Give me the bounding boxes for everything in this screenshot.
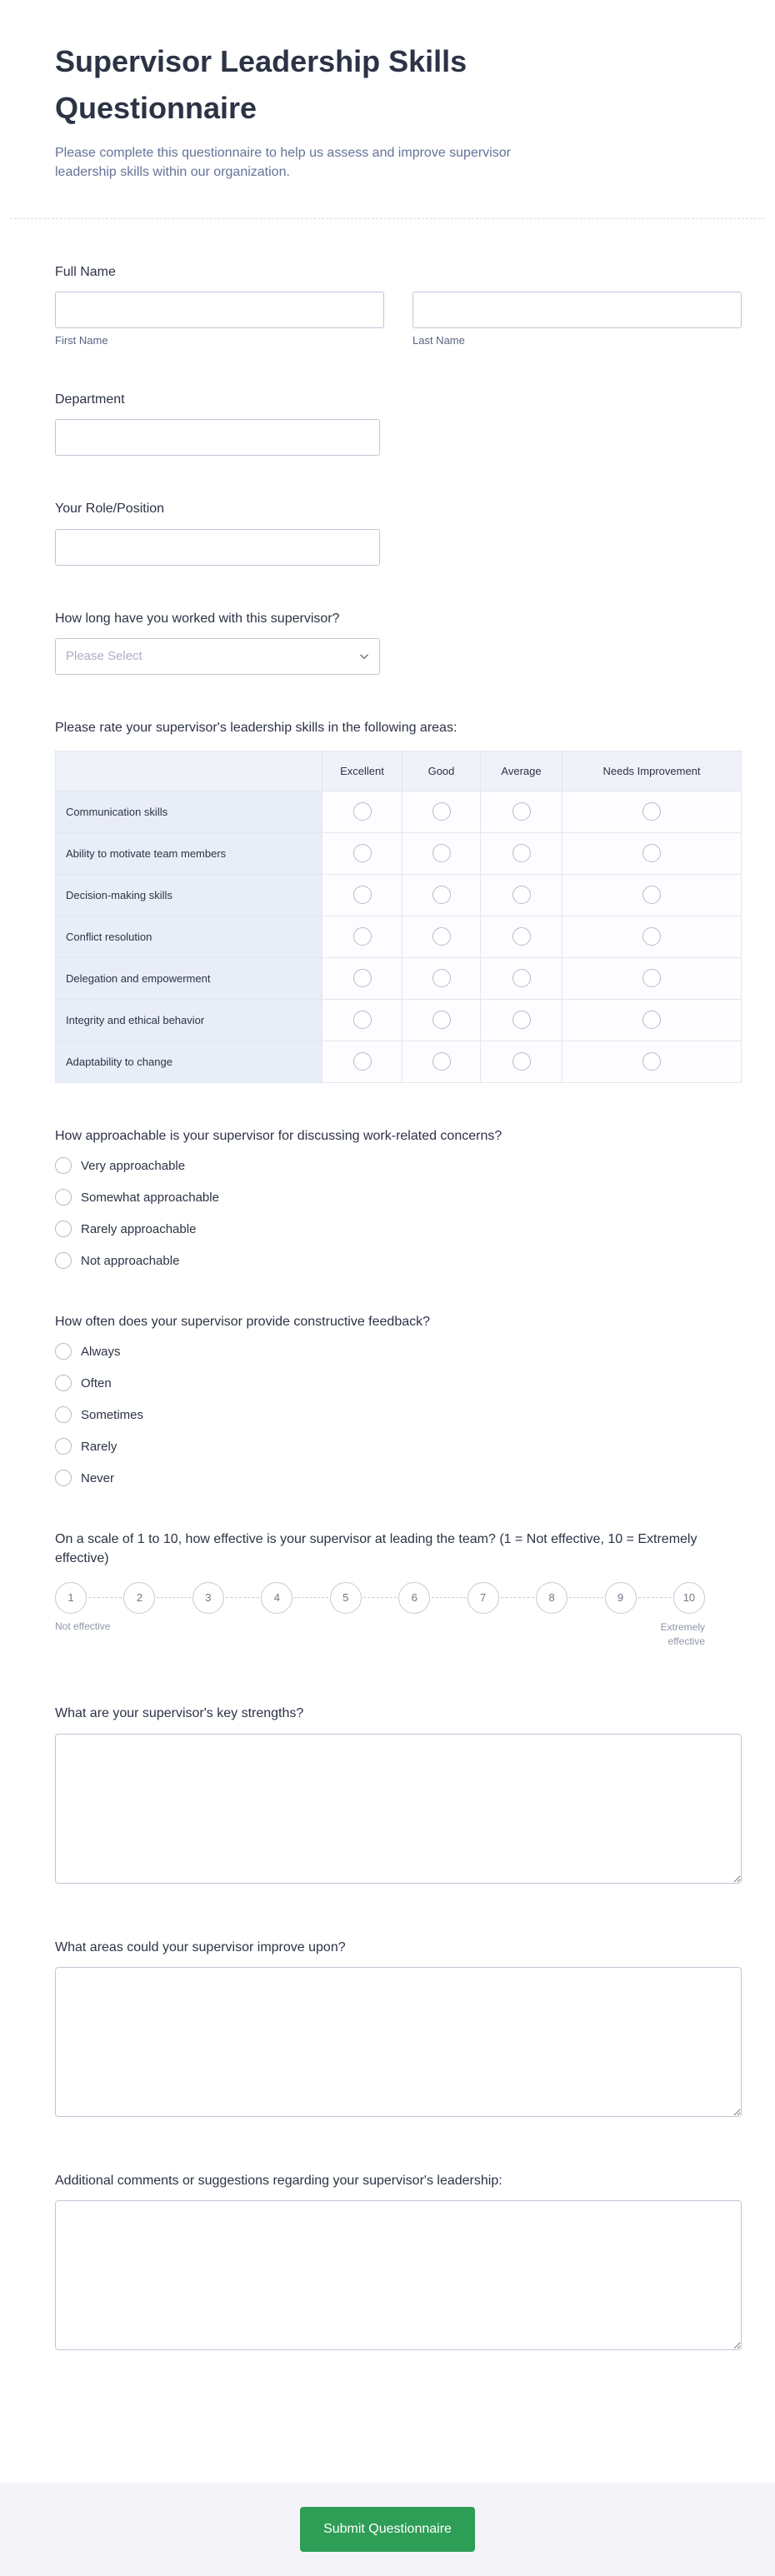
scale-option-7[interactable]: 7 <box>468 1582 499 1614</box>
matrix-radio-button[interactable] <box>353 969 372 987</box>
matrix-cell[interactable] <box>402 1041 481 1082</box>
option-label: Always <box>81 1344 121 1359</box>
matrix-radio-button[interactable] <box>353 844 372 862</box>
matrix-radio-button[interactable] <box>353 1052 372 1071</box>
matrix-radio-button[interactable] <box>432 1052 451 1071</box>
matrix-cell[interactable] <box>402 791 481 832</box>
scale-connector <box>363 1597 397 1598</box>
matrix-radio-button[interactable] <box>353 802 372 821</box>
matrix-header-row <box>56 751 742 791</box>
last-name-group <box>412 292 742 347</box>
matrix-cell[interactable] <box>562 1041 742 1082</box>
form-title: Supervisor Leadership Skills Questionnaire <box>55 44 468 125</box>
matrix-radio-button[interactable] <box>353 927 372 946</box>
matrix-radio-button[interactable] <box>642 1011 661 1029</box>
matrix-row-decision <box>56 874 742 916</box>
radio-button-icon[interactable] <box>55 1343 72 1360</box>
matrix-cell[interactable] <box>481 832 562 874</box>
matrix-corner-cell <box>56 751 322 791</box>
radio-button-icon[interactable] <box>55 1470 72 1486</box>
matrix-cell[interactable] <box>322 791 402 832</box>
matrix-radio-button[interactable] <box>512 1052 531 1071</box>
matrix-cell[interactable] <box>402 999 481 1041</box>
matrix-radio-button[interactable] <box>512 844 531 862</box>
field-full-name <box>55 262 742 347</box>
matrix-label: Please rate your supervisor's leadership skills in the following areas: <box>55 720 458 735</box>
approachable-options <box>55 1157 742 1269</box>
scale-max-label: Extremely effective <box>660 1620 705 1648</box>
matrix-radio-button[interactable] <box>642 886 661 904</box>
matrix-table <box>55 751 742 1083</box>
matrix-cell[interactable] <box>322 916 402 957</box>
role-input[interactable] <box>55 529 380 566</box>
radio-button-icon[interactable] <box>55 1438 72 1455</box>
scale-option-5[interactable]: 5 <box>330 1582 362 1614</box>
scale-option-1[interactable]: 1 <box>55 1582 87 1614</box>
matrix-radio-button[interactable] <box>432 802 451 821</box>
matrix-cell[interactable] <box>322 874 402 916</box>
matrix-radio-button[interactable] <box>432 1011 451 1029</box>
matrix-radio-button[interactable] <box>432 969 451 987</box>
matrix-cell[interactable] <box>402 874 481 916</box>
tenure-label: How long have you worked with this supervisor? <box>55 611 340 626</box>
matrix-radio-button[interactable] <box>432 927 451 946</box>
scale-option-9[interactable]: 9 <box>605 1582 637 1614</box>
radio-option-always[interactable] <box>55 1343 742 1360</box>
matrix-row-delegation <box>56 957 742 999</box>
matrix-row-label: Conflict resolution <box>56 916 322 957</box>
matrix-row-label: Adaptability to change <box>56 1041 322 1082</box>
scale-connector <box>88 1597 122 1598</box>
last-name-sublabel: Last Name <box>412 334 465 347</box>
field-approachable <box>55 1126 742 1269</box>
field-effectiveness-scale <box>55 1530 742 1649</box>
matrix-radio-button[interactable] <box>512 802 531 821</box>
scale-connector <box>638 1597 672 1598</box>
matrix-radio-button[interactable] <box>642 927 661 946</box>
matrix-radio-button[interactable] <box>432 844 451 862</box>
role-label: Your Role/Position <box>55 502 165 517</box>
matrix-cell[interactable] <box>562 874 742 916</box>
radio-button-icon[interactable] <box>55 1252 72 1269</box>
scale-min-label: Not effective <box>55 1620 111 1632</box>
option-label: Never <box>81 1470 115 1485</box>
scale-endpoint-labels <box>55 1620 705 1650</box>
improvements-label: What areas could your supervisor improve upon? <box>55 1939 346 1954</box>
matrix-radio-button[interactable] <box>642 1052 661 1071</box>
matrix-cell[interactable] <box>481 957 562 999</box>
radio-option-rarely-approachable[interactable] <box>55 1221 742 1237</box>
radio-option-often[interactable] <box>55 1375 742 1391</box>
matrix-row-adaptability <box>56 1041 742 1082</box>
matrix-radio-button[interactable] <box>432 886 451 904</box>
option-label: Very approachable <box>81 1158 186 1173</box>
matrix-cell[interactable] <box>481 791 562 832</box>
matrix-row-integrity <box>56 999 742 1041</box>
option-label: Rarely approachable <box>81 1221 197 1236</box>
option-label: Not approachable <box>81 1253 180 1268</box>
tenure-select-wrap <box>55 638 380 675</box>
matrix-radio-button[interactable] <box>642 969 661 987</box>
matrix-row-label: Decision-making skills <box>56 874 322 916</box>
full-name-label: Full Name <box>55 264 116 279</box>
strengths-label: What are your supervisor's key strengths? <box>55 1706 304 1721</box>
form-subtitle: Please complete this questionnaire to help us assess and improve supervisor leadership skills within our organization. <box>55 145 511 179</box>
radio-option-somewhat-approachable[interactable] <box>55 1189 742 1206</box>
radio-option-rarely[interactable] <box>55 1438 742 1455</box>
matrix-cell[interactable] <box>562 999 742 1041</box>
radio-button-icon[interactable] <box>55 1375 72 1391</box>
form-header <box>0 0 775 182</box>
matrix-wrap <box>55 751 742 1083</box>
matrix-cell[interactable] <box>481 1041 562 1082</box>
field-strengths <box>55 1704 742 1887</box>
field-comments <box>55 2171 742 2354</box>
scale-option-10[interactable]: 10 <box>673 1582 705 1614</box>
matrix-col-header-excellent: Excellent <box>322 751 402 791</box>
matrix-row-label: Delegation and empowerment <box>56 957 322 999</box>
improvements-textarea[interactable] <box>55 1967 742 2117</box>
matrix-cell[interactable] <box>402 916 481 957</box>
comments-textarea[interactable] <box>55 2200 742 2350</box>
feedback-label: How often does your supervisor provide constructive feedback? <box>55 1315 431 1330</box>
radio-option-very-approachable[interactable] <box>55 1157 742 1174</box>
radio-button-icon[interactable] <box>55 1221 72 1237</box>
option-label: Somewhat approachable <box>81 1190 219 1205</box>
scale-connector <box>226 1597 259 1598</box>
field-department <box>55 390 742 456</box>
scale-option-4[interactable]: 4 <box>261 1582 292 1614</box>
radio-button-icon[interactable] <box>55 1406 72 1423</box>
scale-option-2[interactable]: 2 <box>123 1582 155 1614</box>
matrix-row-motivate <box>56 832 742 874</box>
matrix-cell[interactable] <box>562 832 742 874</box>
scale-connector <box>432 1597 465 1598</box>
full-name-inputs <box>55 292 742 347</box>
tenure-select[interactable] <box>55 638 380 675</box>
option-label: Often <box>81 1375 112 1390</box>
radio-option-never[interactable] <box>55 1470 742 1486</box>
first-name-group <box>55 292 384 347</box>
matrix-cell[interactable] <box>402 832 481 874</box>
matrix-row-conflict <box>56 916 742 957</box>
matrix-radio-button[interactable] <box>512 969 531 987</box>
matrix-radio-button[interactable] <box>512 1011 531 1029</box>
field-role <box>55 499 742 565</box>
matrix-cell[interactable] <box>481 916 562 957</box>
matrix-row-label: Integrity and ethical behavior <box>56 999 322 1041</box>
matrix-col-header-good: Good <box>402 751 481 791</box>
matrix-cell[interactable] <box>562 916 742 957</box>
matrix-row-label: Communication skills <box>56 791 322 832</box>
form-body <box>0 219 775 2354</box>
scale-connector <box>501 1597 534 1598</box>
matrix-col-header-needs-improvement: Needs Improvement <box>562 751 742 791</box>
option-label: Sometimes <box>81 1407 144 1422</box>
matrix-radio-button[interactable] <box>512 927 531 946</box>
matrix-radio-button[interactable] <box>642 802 661 821</box>
field-improvements <box>55 1938 742 2121</box>
matrix-cell[interactable] <box>322 1041 402 1082</box>
form-footer <box>0 2483 775 2576</box>
matrix-radio-button[interactable] <box>642 844 661 862</box>
first-name-input[interactable] <box>55 292 384 328</box>
first-name-sublabel: First Name <box>55 334 108 347</box>
matrix-cell[interactable] <box>322 999 402 1041</box>
scale-connector <box>294 1597 328 1598</box>
option-label: Rarely <box>81 1439 118 1454</box>
last-name-input[interactable] <box>412 292 742 328</box>
matrix-radio-button[interactable] <box>353 886 372 904</box>
department-input[interactable] <box>55 419 380 456</box>
matrix-row-label: Ability to motivate team members <box>56 832 322 874</box>
feedback-options <box>55 1343 742 1486</box>
department-label: Department <box>55 392 125 407</box>
scale-label: On a scale of 1 to 10, how effective is your supervisor at leading the team? (1 = Not effective, 10 = Extremely effective) <box>55 1532 698 1566</box>
matrix-cell[interactable] <box>481 874 562 916</box>
scale-option-3[interactable]: 3 <box>192 1582 224 1614</box>
submit-button[interactable]: Submit Questionnaire <box>300 2507 475 2552</box>
scale-option-8[interactable]: 8 <box>536 1582 568 1614</box>
radio-button-icon[interactable] <box>55 1157 72 1174</box>
field-matrix <box>55 718 742 1083</box>
matrix-row-communication <box>56 791 742 832</box>
radio-option-not-approachable[interactable] <box>55 1252 742 1269</box>
matrix-radio-button[interactable] <box>353 1011 372 1029</box>
approachable-label: How approachable is your supervisor for discussing work-related concerns? <box>55 1128 502 1143</box>
matrix-radio-button[interactable] <box>512 886 531 904</box>
field-tenure <box>55 609 742 675</box>
matrix-col-header-average: Average <box>481 751 562 791</box>
matrix-cell[interactable] <box>402 957 481 999</box>
matrix-cell[interactable] <box>562 791 742 832</box>
matrix-cell[interactable] <box>322 957 402 999</box>
strengths-textarea[interactable] <box>55 1734 742 1884</box>
scale-row <box>55 1582 705 1614</box>
field-feedback <box>55 1312 742 1486</box>
scale-option-6[interactable]: 6 <box>398 1582 430 1614</box>
matrix-cell[interactable] <box>322 832 402 874</box>
comments-label: Additional comments or suggestions regarding your supervisor's leadership: <box>55 2173 502 2188</box>
matrix-cell[interactable] <box>562 957 742 999</box>
radio-button-icon[interactable] <box>55 1189 72 1206</box>
scale-connector <box>157 1597 190 1598</box>
scale-connector <box>569 1597 602 1598</box>
radio-option-sometimes[interactable] <box>55 1406 742 1423</box>
matrix-cell[interactable] <box>481 999 562 1041</box>
